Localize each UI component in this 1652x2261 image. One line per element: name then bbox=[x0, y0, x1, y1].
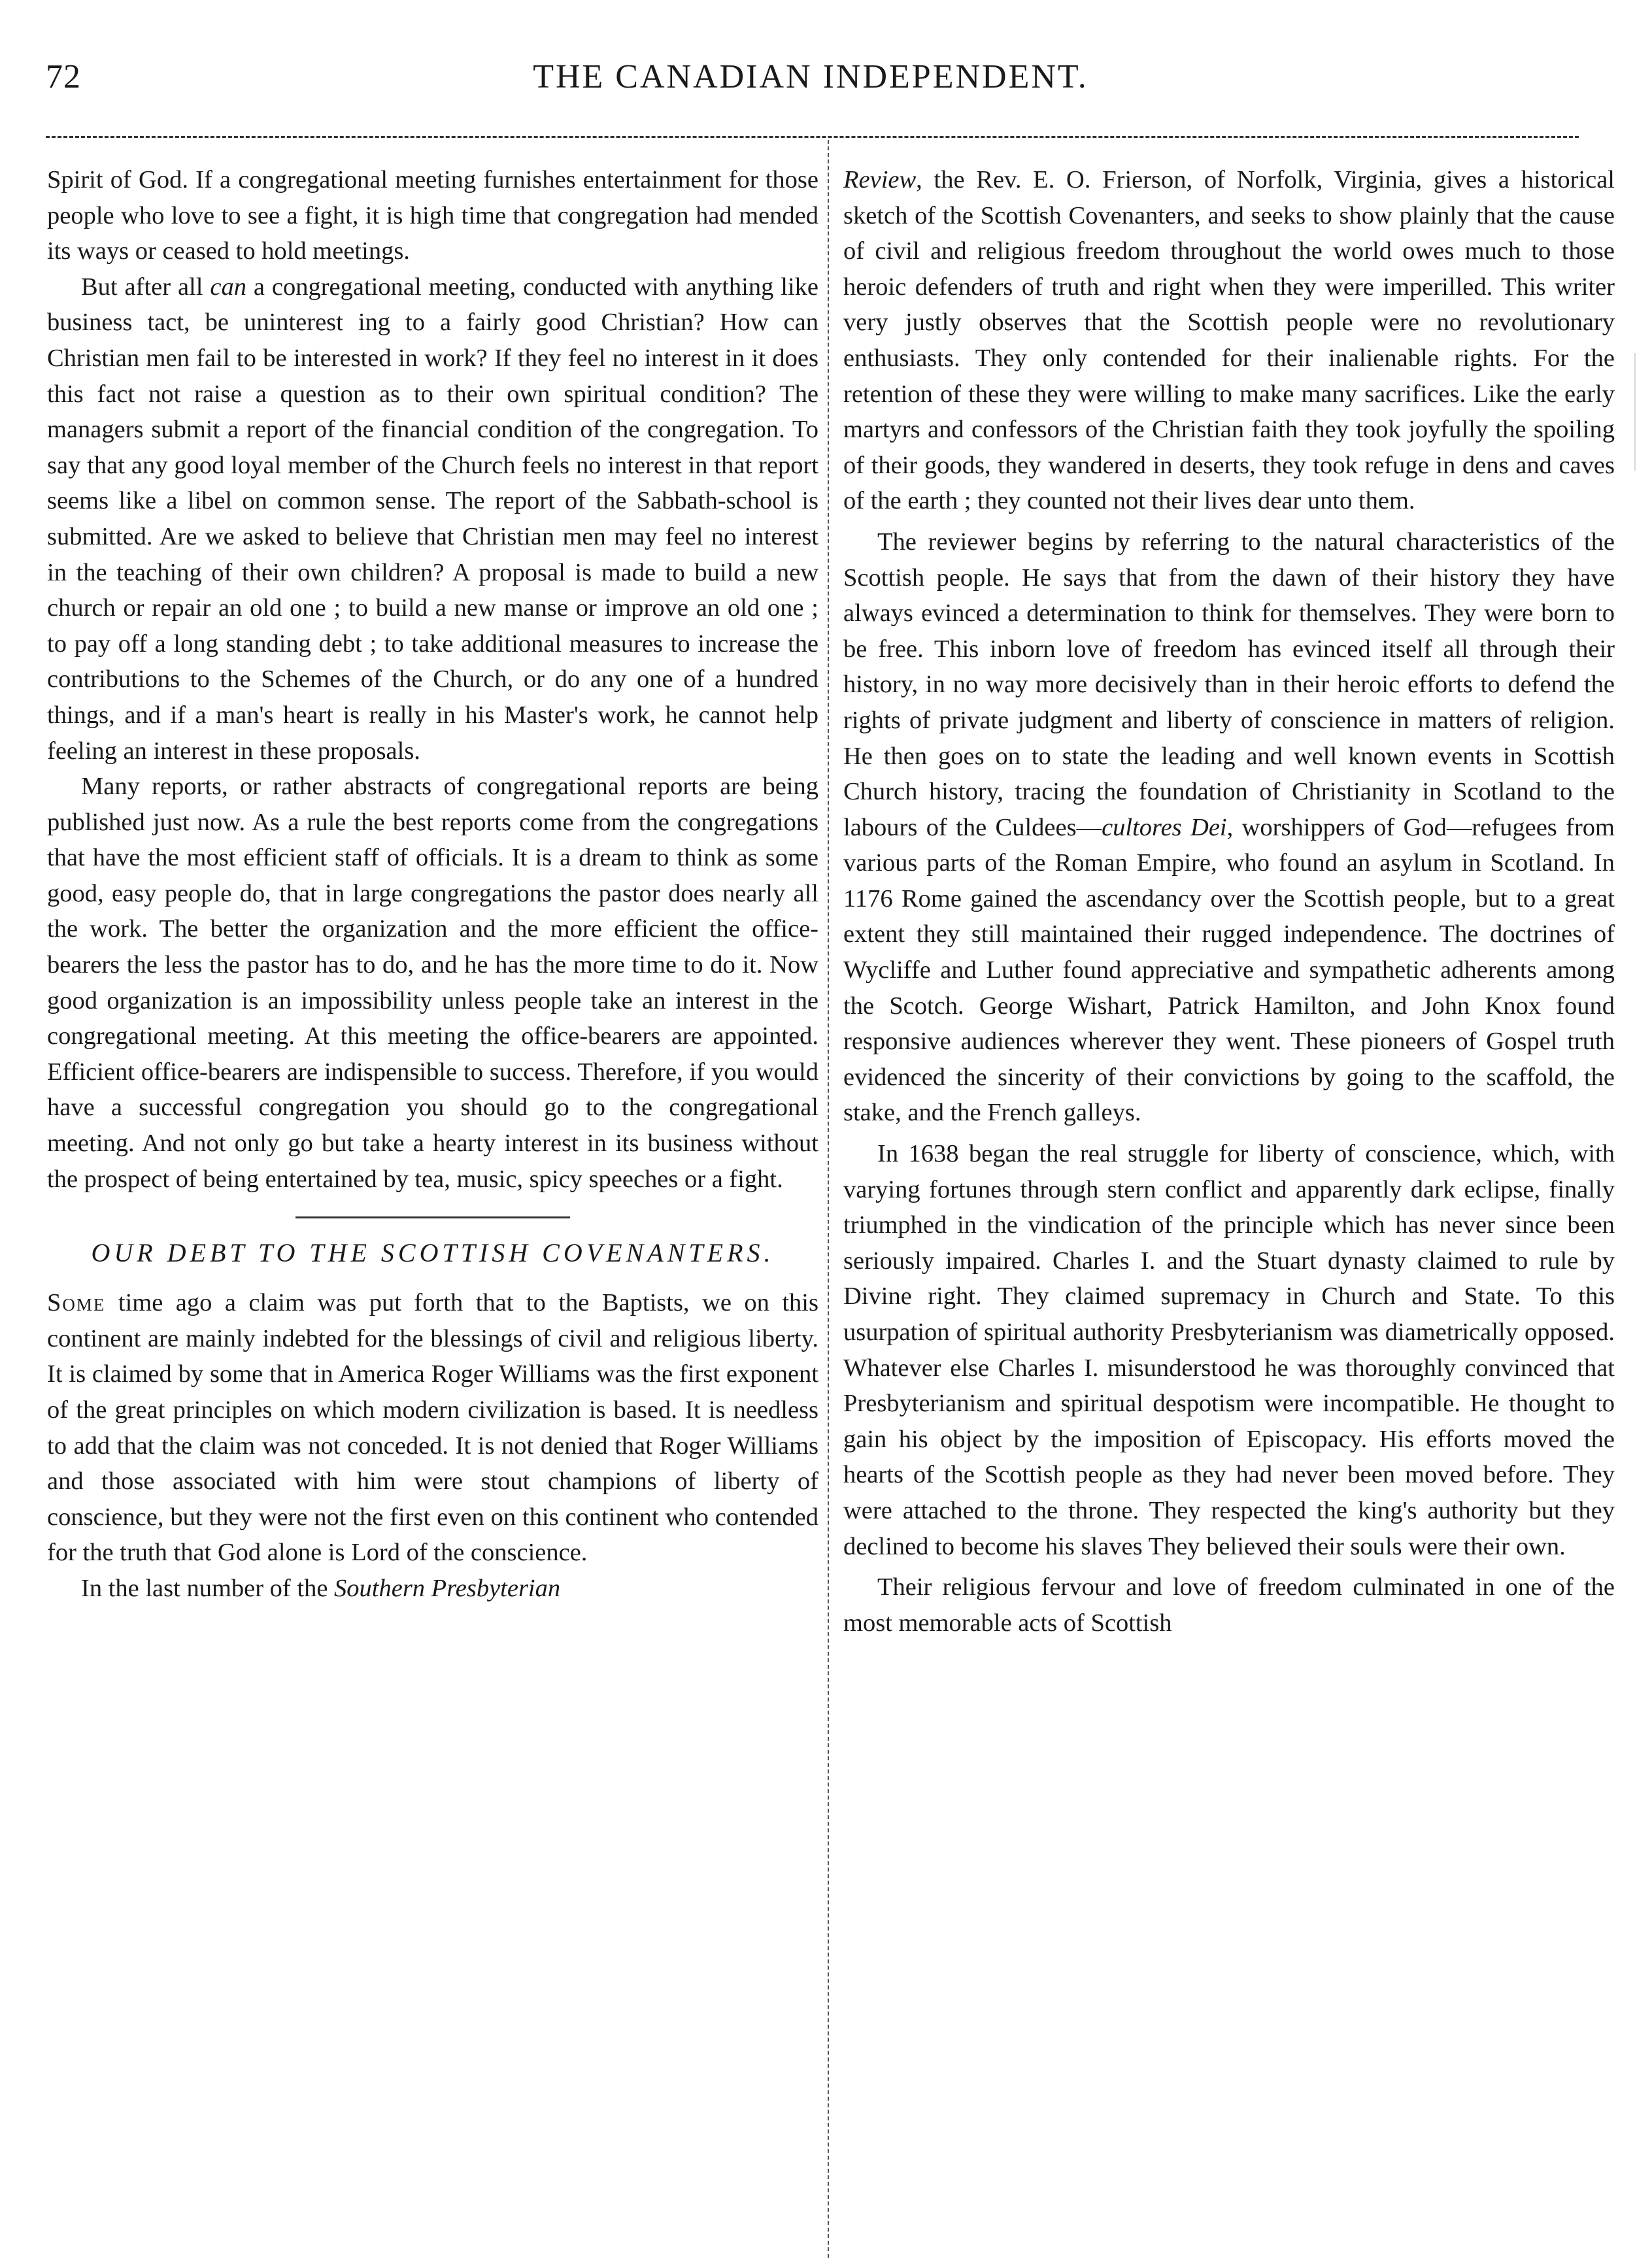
text-run: a congregational meeting, conducted with anything like business tact, be uninterest ing to a fairly good Christian? How can Christian men fail to be interested in work? If they feel no interest in it does this fact not raise a question as to their own spiritual condition? The managers submit a report of the financial condition of the congregation. To say that any good loyal member of the Church feels no interest in that report seems like a libel on common sense. The report of the Sabbath-school is submitted. Are we asked to believe that Christian men may feel no interest in the teaching of their own children? A proposal is made to build a new church or repair an old one ; to build a new manse or improve an old one ; to pay off a long standing debt ; to take additional measures to increase the contributions to the Schemes of the Church, or do any one of a hundred things, and if a man's heart is really in his Master's work, he cannot help feeling an interest in these proposals. bbox=[47, 273, 818, 765]
paragraph bbox=[843, 162, 1615, 519]
paragraph bbox=[47, 1571, 818, 1607]
paragraph: Spirit of God. If a congregational meeting furnishes entertainment for those people who love to see a fight, it is high time that congregation had mended its ways or ceased to hold meetings. bbox=[47, 166, 818, 265]
paragraph bbox=[47, 269, 818, 769]
text-run: , worshippers of God—refugees from various parts of the Roman Empire, who found an asylum in Scotland. In 1176 Rome gained the ascendancy over the Scottish people, but to a great extent they still maintained their rugged independence. The doctrines of Wycliffe and Luther found appreciative and sympathetic adherents among the Scotch. George Wishart, Patrick Hamilton, and John Knox found responsive audiences wherever they went. These pioneers of Gospel truth evidenced the sincerity of their convictions by going to the scaffold, the stake, and the French galleys. bbox=[843, 813, 1615, 1127]
text-run: The reviewer begins by referring to the natural characteristics of the Scottish people. He says that from the dawn of their history they have always evinced a determination to think for themselves. They were born to be free. This inborn love of freedom has evinced itself all through their history, in no way more decisively than in their heroic efforts to defend the rights of private judgment and liberty of conscience in matters of religion. He then goes on to state the leading and well known events in Scottish Church history, tracing the foundation of Christianity in Scotland to the labours of the Culdees— bbox=[843, 528, 1615, 841]
emphasis: Southern Presbyterian bbox=[334, 1574, 561, 1602]
emphasis: can bbox=[210, 273, 246, 301]
column-divider bbox=[828, 140, 829, 2258]
journal-title: THE CANADIAN INDEPENDENT. bbox=[533, 58, 1088, 95]
text-run: But after all bbox=[81, 273, 211, 301]
text-run: , the Rev. E. O. Frierson, of Norfolk, Virginia, gives a historical sketch of the Scottish Covenanters, and seeks to show plainly that the cause of civil and religious freedom throughout the world owes much to those heroic defenders of truth and right when they were imperilled. This writer very justly observes that the Scottish people were no revolutionary enthusiasts. They only contended for their inalienable rights. For the retention of these they were willing to make many sacrifices. Like the early martyrs and confessors of the Christian faith they took joyfully the spoiling of their goods, they wandered in deserts, they took refuge in dens and caves of the earth ; they counted not their lives dear unto them. bbox=[843, 166, 1615, 515]
paragraph bbox=[843, 524, 1615, 1131]
section-title: OUR DEBT TO THE SCOTTISH COVENANTERS. bbox=[91, 1238, 775, 1268]
paragraph: Their religious fervour and love of freedom culminated in one of the most memorable acts of Scottish bbox=[843, 1573, 1615, 1637]
paragraph bbox=[47, 1285, 818, 1571]
paragraph: Many reports, or rather abstracts of congregational reports are being published just now. As a rule the best reports come from the congregations that have the most efficient staff of officials. It is a dream to think as some good, easy people do, that in large congregations the pastor does nearly all the work. The better the organization and the more efficient the office-bearers the less the pastor has to do, and he has the more time to do it. Now good organization is an impossibility unless people take an interest in the congregational meeting. At this meeting the office-bearers are appointed. Efficient office-bearers are indispensible to success. Therefore, if you would have a successful congregation you should go to the congregational meeting. And not only go but take a hearty interest in its business without the prospect of being entertained by tea, music, spicy speeches or a fight. bbox=[47, 773, 818, 1193]
paragraph: In 1638 began the real struggle for liberty of conscience, which, with varying fortunes through stern conflict and apparently dark eclipse, finally triumphed in the vindication of the principle which has never since been seriously impaired. Charles I. and the Stuart dynasty claimed to rule by Divine right. They claimed supremacy in Church and State. To this usurpation of spiritual authority Presbyterianism was diametrically opposed. Whatever else Charles I. misunderstood he was thoroughly convinced that Presbyterianism and spiritual despotism were incompatible. He thought to gain his object by the imposition of Episcopacy. His efforts moved the hearts of the Scottish people as they had never been moved before. They were attached to the throne. They respected the king's authority but they declined to become his slaves They believed their souls were their own. bbox=[843, 1140, 1615, 1560]
emphasis: Review bbox=[843, 166, 917, 193]
text-run: In the last number of the bbox=[81, 1574, 335, 1602]
section-rule bbox=[295, 1216, 570, 1218]
scan-edge-mark bbox=[1634, 353, 1636, 471]
text-run: time ago a claim was put forth that to the Baptists, we on this continent are mainly indebted for the blessings of civil and religious liberty. It is claimed by some that in America Roger Williams was the first exponent of the great principles on which modern civilization is based. It is needless to add that the claim was not conceded. It is not denied that Roger Williams and those associated with him were stout champions of liberty of conscience, but they were not the first even on this continent who contended for the truth that God alone is Lord of the conscience. bbox=[47, 1289, 818, 1567]
right-column bbox=[843, 162, 1615, 1641]
left-column bbox=[47, 162, 818, 1607]
header-rule bbox=[46, 136, 1579, 138]
page-number: 72 bbox=[46, 58, 81, 95]
page-header bbox=[46, 51, 1576, 103]
emphasis: cultores Dei bbox=[1102, 813, 1227, 841]
lead-word: Some bbox=[47, 1289, 106, 1317]
